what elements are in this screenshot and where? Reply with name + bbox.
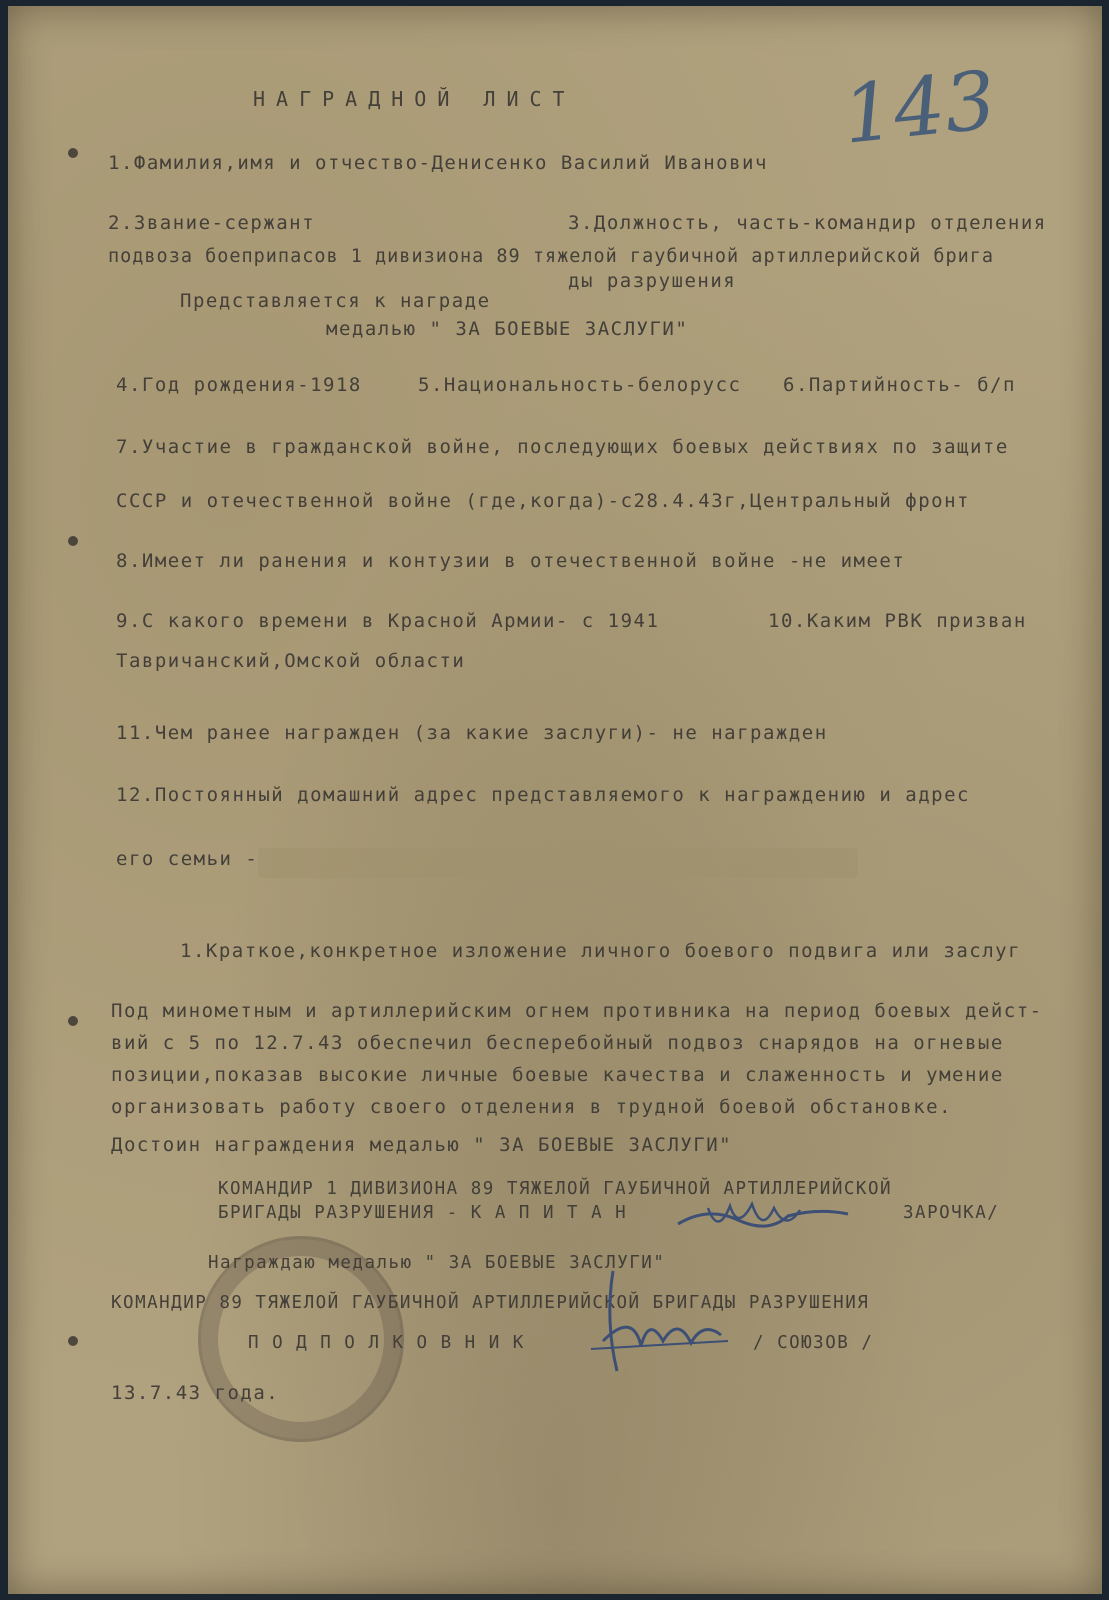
official-seal [198,1236,404,1442]
field-3-position: 3.Должность, часть-командир отделения [568,212,1047,234]
field-4-birth-year: 4.Год рождения-1918 [116,374,362,396]
document-title: НАГРАДНОЙ ЛИСТ [253,87,576,111]
lt-colonel-signature [583,1261,733,1381]
recommendation: Достоин награждения медалью " ЗА БОЕВЫЕ ЗАСЛУГИ" [111,1134,733,1156]
punch-hole [68,148,78,158]
field-7-participation-cont: СССР и отечественной войне (где,когда)-с28.4.43г,Центральный фронт [116,490,970,512]
field-12-family: его семьи - [116,848,259,870]
redacted-area [258,848,858,878]
field-6-party: 6.Партийность- б/п [783,374,1016,396]
punch-hole [68,536,78,546]
field-2-rank: 2.Звание-сержант [108,212,316,234]
field-5-nationality: 5.Национальность-белорусс [418,374,742,396]
document-date: 13.7.43 года. [111,1382,280,1404]
nominated-award: медалью " ЗА БОЕВЫЕ ЗАСЛУГИ" [326,318,689,340]
captain-signature [668,1186,858,1246]
field-3-position-cont2: ды разрушения [568,270,737,292]
summary-line-2: вий с 5 по 12.7.43 обеспечил бесперебойный подвоз снарядов на огневые [111,1032,1004,1054]
field-3-position-cont: подвоза боеприпасов 1 дивизиона 89 тяжелой гаубичной артиллерийской брига [108,246,995,267]
field-10-draft-office: 10.Каким РВК призван [768,610,1027,632]
field-7-participation: 7.Участие в гражданской войне, последующих боевых действиях по защите [116,436,1009,458]
commander-1-name: ЗАРОЧКА/ [903,1203,1000,1223]
commander-2-rank: П О Д П О Л К О В Н И К [248,1333,525,1353]
punch-hole [68,1336,78,1346]
field-10-draft-office-cont: Тавричанский,Омской области [116,650,466,672]
summary-line-4: организовать работу своего отделения в трудной боевой обстановке. [111,1096,953,1118]
nominated-label: Представляется к награде [180,290,491,312]
field-12-address: 12.Постоянный домашний адрес представляемого к награждению и адрес [116,784,970,806]
field-11-previous-awards: 11.Чем ранее награжден (за какие заслуги)- не награжден [116,722,828,744]
summary-line-1: Под минометным и артиллерийским огнем противника на период боевых дейст- [111,1000,1043,1022]
field-9-service-since: 9.С какого времени в Красной Армии- с 1941 [116,610,660,632]
archive-number: 143 [838,53,1001,162]
summary-heading: 1.Краткое,конкретное изложение личного боевого подвига или заслуг [180,940,1022,962]
award-sheet [8,6,1102,1594]
summary-line-3: позиции,показав высокие личные боевые качества и слаженность и умение [111,1064,1004,1086]
commander-2-title: КОМАНДИР 89 ТЯЖЕЛОЙ ГАУБИЧНОЙ АРТИЛЛЕРИЙСКОЙ БРИГАДЫ РАЗРУШЕНИЯ [111,1293,870,1313]
commander-1-title: КОМАНДИР 1 ДИВИЗИОНА 89 ТЯЖЕЛОЙ ГАУБИЧНОЙ АРТИЛЛЕРИЙСКОЙ [218,1179,893,1199]
field-1-name: 1.Фамилия,имя и отчество-Денисенко Василий Иванович [108,152,768,174]
commander-1-rank: БРИГАДЫ РАЗРУШЕНИЯ - К А П И Т А Н [218,1203,628,1223]
commander-2-name: / СОЮЗОВ / [753,1333,874,1353]
punch-hole [68,1016,78,1026]
field-8-wounds: 8.Имеет ли ранения и контузии в отечественной войне -не имеет [116,550,906,572]
award-decision: Награждаю медалью " ЗА БОЕВЫЕ ЗАСЛУГИ" [208,1253,666,1273]
